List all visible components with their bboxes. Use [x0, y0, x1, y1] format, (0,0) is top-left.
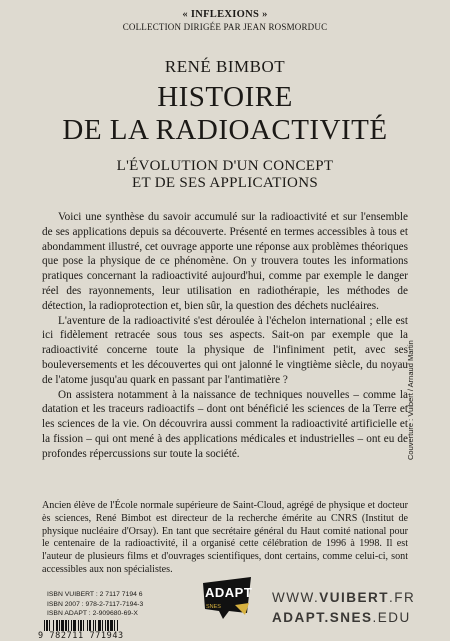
subtitle-line2: ET DE SES APPLICATIONS [132, 175, 318, 191]
series-name: « INFLEXIONS » [182, 9, 268, 20]
cover-credit: Couverture : Vuibert / Arnaud Martin [406, 340, 415, 460]
web2-bold: ADAPT.SNES [272, 610, 373, 625]
blurb-paragraph-2: L'aventure de la radioactivité s'est déroulée à l'échelon international ; elle est ici fidèlement retracée sous tous ses aspects. Sait-on par exemple que la radioactivité concerne toute la physique de l'infiniment petit, avec ses bouleversements et les découvertes qui ont jalonné le vingtième siècle, du noyau de l'atome jusqu'au quark en passant par l'antimatière ? [42, 314, 408, 386]
web2-suffix: .EDU [372, 610, 411, 625]
isbn-2007: ISBN 2007 : 978-2-7117-7194-3 [47, 600, 144, 608]
web1-prefix: WWW. [272, 590, 320, 605]
author-name: RENÉ BIMBOT [164, 57, 286, 76]
book-title-line2: DE LA RADIOACTIVITÉ [62, 114, 388, 146]
web1-bold: VUIBERT [319, 590, 389, 605]
adapt-logo-text: ADAPT [205, 585, 253, 600]
isbn-adapt: ISBN ADAPT : 2-909680-69-X [47, 610, 138, 618]
web1-suffix: .FR [389, 590, 416, 605]
subtitle-line1: L'ÉVOLUTION D'UN CONCEPT [116, 158, 334, 174]
blurb-text [42, 210, 408, 462]
barcode [36, 620, 166, 641]
barcode-digits: 9 782711 771943 [38, 631, 124, 641]
adapt-logo-sub: SNES [206, 604, 221, 610]
collection-editor: COLLECTION DIRIGÉE PAR JEAN ROSMORDUC [122, 22, 328, 32]
isbn-block [47, 590, 143, 619]
author-bio: Ancien élève de l'École normale supérieure de Saint-Cloud, agrégé de physique et docteur ès sciences, René Bimbot est directeur de la recherche émérite au CNRS (Institut de physique nucléaire d'Orsay). En tant que secrétaire général du Haut comité national pour le centenaire de la radioactivité, il a organisé cette célébration de 1996 à 1998. Il est l'auteur de plusieurs films et d'ouvrages scientifiques, dont certains, comme celui-ci, sont accessibles aux non spécialistes. [42, 500, 408, 575]
blurb-paragraph-1: Voici une synthèse du savoir accumulé sur la radioactivité et sur l'ensemble de ses applications depuis sa découverte. Présenté en termes accessibles à tous et abondamment illustré, cet ouvrage apporte une réponse aux problèmes théoriques que pose la physique de ce phénomène. On y trouvera toutes les informations pratiques concernant la radioactivité aujourd'hui, comme par exemple le danger réel des rayonnements, leur utilisation en radiothérapie, les méthodes de détection, la radioprotection et, bien sûr, la question des déchets nucléaires. [42, 211, 408, 312]
blurb-paragraph-3: On assistera notamment à la naissance de techniques nouvelles – comme la datation et les traceurs radioactifs – dont ont bénéficié les sciences de la Terre et les sciences de la vie. On découvrira aussi comment la radioactivité artificielle et la fission – qui ont mené à des applications médicales et industrielles – ont eu de profondes répercussions sur toute la société. [42, 388, 408, 460]
website-vuibert[interactable] [272, 590, 415, 605]
website-adapt[interactable] [272, 610, 411, 625]
isbn-vuibert: ISBN VUIBERT : 2 7117 7194 6 [47, 591, 143, 598]
book-title-line1: HISTOIRE [157, 81, 293, 113]
